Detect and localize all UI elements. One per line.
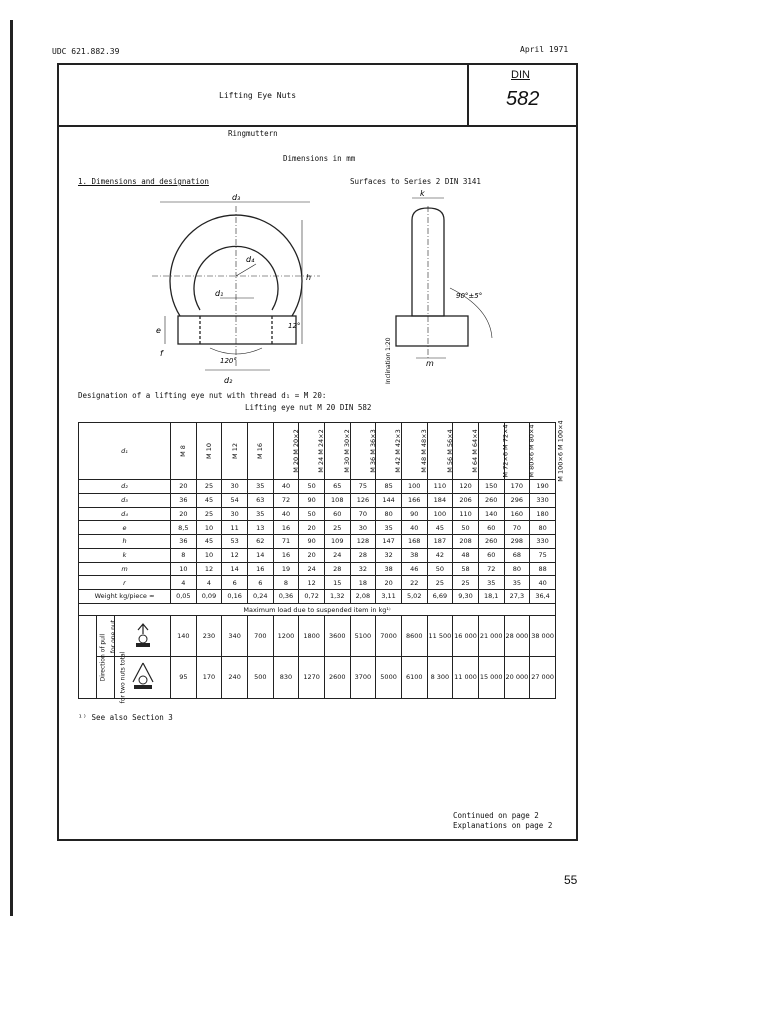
load-cell: 15 000 [478, 656, 504, 698]
table-cell: 14 [222, 562, 248, 576]
table-cell: 20 [171, 480, 197, 494]
size-header [171, 423, 197, 480]
table-cell: 40 [273, 480, 299, 494]
table-cell: 30 [350, 521, 376, 535]
label-k: k [420, 189, 425, 198]
size-label: M 64 M 64×4 [470, 429, 479, 473]
table-cell: 9,30 [453, 589, 479, 603]
din-label: DIN [511, 69, 530, 81]
table-cell: 0,16 [222, 589, 248, 603]
table-cell: 6 [222, 576, 248, 590]
table-cell: 30 [222, 507, 248, 521]
footnote: ¹⁾ See also Section 3 [78, 713, 173, 722]
load-cell: 5100 [350, 616, 376, 656]
table-cell: 35 [247, 507, 273, 521]
label-d1: d₁ [215, 289, 224, 298]
table-cell: 70 [350, 507, 376, 521]
table-cell: 16 [273, 521, 299, 535]
table-cell: 65 [324, 480, 350, 494]
table-cell: 72 [273, 493, 299, 507]
label-f: f [160, 349, 163, 358]
size-label: M 72×6 M 72×4 [501, 424, 510, 478]
table-cell: 25 [196, 480, 222, 494]
load-cell: 140 [171, 616, 197, 656]
table-cell: 3,11 [376, 589, 402, 603]
units-note: Dimensions in mm [283, 154, 356, 163]
table-cell: 58 [453, 562, 479, 576]
designation-example: Lifting eye nut M 20 DIN 582 [245, 403, 372, 412]
size-label: M 36 M 36×3 [368, 429, 377, 473]
row-label: h [79, 535, 171, 549]
table-cell: 80 [530, 521, 556, 535]
binder-edge [10, 20, 13, 916]
table-cell: 60 [478, 548, 504, 562]
table-row [79, 480, 556, 494]
load-cell: 700 [247, 616, 273, 656]
table-cell: 11 [222, 521, 248, 535]
table-cell: 206 [453, 493, 479, 507]
load-one-row [79, 616, 556, 656]
size-header [401, 423, 427, 480]
row-label: d₂ [79, 480, 171, 494]
table-cell: 54 [222, 493, 248, 507]
table-cell: 109 [324, 535, 350, 549]
table-cell: 90 [299, 493, 325, 507]
table-cell: 10 [196, 548, 222, 562]
size-label: M 30 M 30×2 [342, 429, 351, 473]
table-cell: 27,3 [504, 589, 530, 603]
table-cell: 90 [401, 507, 427, 521]
table-row [79, 507, 556, 521]
table-row [79, 521, 556, 535]
table-cell: 100 [401, 480, 427, 494]
size-label: M 100×6 M 100×4 [556, 420, 565, 482]
load-cell: 3600 [324, 616, 350, 656]
load-cell: 95 [171, 656, 197, 698]
size-label: M 10 [204, 443, 213, 460]
table-cell: 30 [222, 480, 248, 494]
load-cell: 3700 [350, 656, 376, 698]
load-cell: 5000 [376, 656, 402, 698]
table-cell: 40 [530, 576, 556, 590]
table-cell: 330 [530, 535, 556, 549]
table-cell: 12 [196, 562, 222, 576]
table-cell: 0,36 [273, 589, 299, 603]
load-cell: 500 [247, 656, 273, 698]
label-angle-90: 90°±5° [456, 292, 483, 300]
table-cell: 18,1 [478, 589, 504, 603]
table-cell: 32 [376, 548, 402, 562]
table-cell: 260 [478, 493, 504, 507]
title-block [59, 65, 576, 127]
table-cell: 5,02 [401, 589, 427, 603]
table-cell: 36,4 [530, 589, 556, 603]
table-cell: 88 [530, 562, 556, 576]
table-cell: 40 [273, 507, 299, 521]
table-cell: 71 [273, 535, 299, 549]
table-cell: 50 [453, 521, 479, 535]
load-cell: 6100 [401, 656, 427, 698]
table-cell: 108 [324, 493, 350, 507]
table-row [79, 589, 556, 603]
table-cell: 35 [247, 480, 273, 494]
label-d3: d₃ [232, 193, 241, 202]
front-view-drawing [120, 188, 330, 388]
table-cell: 63 [247, 493, 273, 507]
table-cell: 42 [427, 548, 453, 562]
load-cell: 8600 [401, 616, 427, 656]
size-header [350, 423, 376, 480]
table-cell: 120 [453, 480, 479, 494]
side-view-drawing [380, 188, 500, 388]
direction-label [79, 616, 107, 699]
table-cell: 35 [376, 521, 402, 535]
label-d4: d₄ [246, 255, 255, 264]
table-cell: 140 [478, 507, 504, 521]
table-cell: 296 [504, 493, 530, 507]
load-cell: 11 000 [453, 656, 479, 698]
table-cell: 50 [299, 507, 325, 521]
issue-date: April 1971 [520, 45, 569, 54]
pull-one-icon [115, 616, 171, 656]
table-cell: 110 [427, 480, 453, 494]
explanations-note: Explanations on page 2 [453, 821, 553, 830]
collar-side [396, 316, 468, 346]
udc-number: UDC 621.882.39 [52, 47, 120, 56]
table-cell: 14 [247, 548, 273, 562]
row-label: d₄ [79, 507, 171, 521]
load-cell: 230 [196, 616, 222, 656]
table-cell: 45 [196, 535, 222, 549]
table-row [79, 562, 556, 576]
table-cell: 50 [299, 480, 325, 494]
table-cell: 75 [350, 480, 376, 494]
row-label: d₃ [79, 493, 171, 507]
table-cell: 6 [247, 576, 273, 590]
label-d2: d₂ [224, 376, 233, 385]
table-cell: 20 [299, 521, 325, 535]
table-cell: 25 [453, 576, 479, 590]
table-cell: 12 [299, 576, 325, 590]
table-cell: 75 [530, 548, 556, 562]
size-label: M 42 M 42×3 [394, 429, 403, 473]
table-cell: 68 [504, 548, 530, 562]
table-cell: 62 [247, 535, 273, 549]
table-row [79, 548, 556, 562]
size-header [299, 423, 325, 480]
table-cell: 20 [376, 576, 402, 590]
nut-collar [178, 316, 296, 344]
size-header [222, 423, 248, 480]
load-cell: 21 000 [478, 616, 504, 656]
one-nut-text: for one nut [110, 619, 118, 654]
table-row [79, 493, 556, 507]
table-cell: 8 [171, 548, 197, 562]
table-cell: 60 [324, 507, 350, 521]
table-cell: 25 [196, 507, 222, 521]
table-cell: 187 [427, 535, 453, 549]
table-cell: 85 [376, 480, 402, 494]
designation-line: Designation of a lifting eye nut with thread d₁ = M 20: [78, 391, 327, 400]
table-cell: 260 [478, 535, 504, 549]
german-title: Ringmuttern [228, 129, 278, 138]
table-cell: 40 [401, 521, 427, 535]
standard-number: 582 [506, 88, 540, 110]
angled-pull-icon [128, 660, 158, 692]
load-cell: 20 000 [504, 656, 530, 698]
load-cell: 28 000 [504, 616, 530, 656]
size-label: M 16 [256, 443, 265, 460]
table-cell: 72 [478, 562, 504, 576]
table-cell: 100 [427, 507, 453, 521]
table-cell: 25 [427, 576, 453, 590]
table-cell: 18 [350, 576, 376, 590]
load-cell: 11 500 [427, 616, 453, 656]
table-cell: 48 [453, 548, 479, 562]
max-load-header-row [79, 603, 556, 616]
size-label: M 80×6 M 80×4 [527, 424, 536, 478]
table-cell: 170 [504, 480, 530, 494]
row-label: e [79, 521, 171, 535]
table-cell: 90 [299, 535, 325, 549]
table-cell: 16 [247, 562, 273, 576]
table-cell: 28 [324, 562, 350, 576]
table-cell: 4 [196, 576, 222, 590]
document-title: Lifting Eye Nuts [219, 91, 297, 100]
continued-note: Continued on page 2 [453, 811, 539, 820]
size-label: M 8 [179, 445, 188, 457]
table-cell: 38 [401, 548, 427, 562]
table-cell: 2,08 [350, 589, 376, 603]
table-cell: 0,72 [299, 589, 325, 603]
size-header [324, 423, 350, 480]
table-cell: 208 [453, 535, 479, 549]
load-cell: 1270 [299, 656, 325, 698]
title-cell [59, 65, 469, 125]
surfaces-note: Surfaces to Series 2 DIN 3141 [350, 177, 481, 186]
row-label: r [79, 576, 171, 590]
table-cell: 1,32 [324, 589, 350, 603]
table-cell: 128 [350, 535, 376, 549]
table-cell: 15 [324, 576, 350, 590]
table-cell: 36 [171, 493, 197, 507]
row-label: m [79, 562, 171, 576]
table-cell: 126 [350, 493, 376, 507]
table-cell: 46 [401, 562, 427, 576]
size-label: M 12 [230, 443, 239, 460]
table-cell: 35 [504, 576, 530, 590]
table-cell: 6,69 [427, 589, 453, 603]
label-angle-120: 120° [220, 357, 237, 365]
table-cell: 50 [427, 562, 453, 576]
max-load-header: Maximum load due to suspended item in kg¹⁾ [79, 603, 556, 616]
load-cell: 27 000 [530, 656, 556, 698]
table-cell: 24 [324, 548, 350, 562]
page-number: 55 [564, 873, 578, 887]
label-h: h [306, 273, 312, 282]
table-cell: 110 [453, 507, 479, 521]
size-label: M 56 M 56×4 [445, 429, 454, 473]
row-label: Weight kg/piece ≈ [79, 589, 171, 603]
two-nuts-text: for two nuts total [119, 651, 127, 704]
table-cell: 190 [530, 480, 556, 494]
label-e: e [156, 326, 161, 335]
header-d1: d₁ [79, 423, 171, 480]
table-cell: 298 [504, 535, 530, 549]
table-cell: 8 [273, 576, 299, 590]
table-cell: 160 [504, 507, 530, 521]
table-cell: 25 [324, 521, 350, 535]
load-cell: 2600 [324, 656, 350, 698]
table-cell: 0,24 [247, 589, 273, 603]
table-cell: 16 [273, 548, 299, 562]
size-label: M 24 M 24×2 [317, 429, 326, 473]
table-cell: 70 [504, 521, 530, 535]
table-cell: 60 [478, 521, 504, 535]
table-cell: 13 [247, 521, 273, 535]
table-cell: 32 [350, 562, 376, 576]
table-cell: 168 [401, 535, 427, 549]
table-cell: 20 [171, 507, 197, 521]
table-cell: 45 [427, 521, 453, 535]
table-cell: 80 [504, 562, 530, 576]
dimensions-table [78, 420, 565, 704]
table-cell: 35 [478, 576, 504, 590]
table-cell: 28 [350, 548, 376, 562]
load-cell: 38 000 [530, 616, 556, 656]
table-cell: 38 [376, 562, 402, 576]
load-cell: 1800 [299, 616, 325, 656]
table-cell: 0,09 [196, 589, 222, 603]
table-cell: 10 [171, 562, 197, 576]
size-label: M 48 M 48×3 [419, 429, 428, 473]
size-label: M 20 M 20×2 [291, 429, 300, 473]
table-cell: 0,05 [171, 589, 197, 603]
table-cell: 12 [222, 548, 248, 562]
table-cell: 144 [376, 493, 402, 507]
table-cell: 19 [273, 562, 299, 576]
section-heading: 1. Dimensions and designation [78, 177, 209, 186]
load-cell: 8 300 [427, 656, 453, 698]
table-cell: 330 [530, 493, 556, 507]
load-cell: 16 000 [453, 616, 479, 656]
table-cell: 20 [299, 548, 325, 562]
label-angle-12: 12° [288, 322, 301, 330]
size-header [427, 423, 453, 480]
label-m: m [426, 359, 434, 368]
load-two-row [79, 656, 556, 698]
vertical-pull-icon [128, 620, 158, 650]
table-cell: 24 [299, 562, 325, 576]
table-cell: 150 [478, 480, 504, 494]
load-cell: 7000 [376, 616, 402, 656]
table-cell: 45 [196, 493, 222, 507]
size-header [273, 423, 299, 480]
table-cell: 180 [530, 507, 556, 521]
table-cell: 147 [376, 535, 402, 549]
table-cell: 8,5 [171, 521, 197, 535]
direction-text: Direction of pull [99, 633, 107, 682]
size-header [376, 423, 402, 480]
table-cell: 4 [171, 576, 197, 590]
table-cell: 53 [222, 535, 248, 549]
table-cell: 184 [427, 493, 453, 507]
table-cell: 80 [376, 507, 402, 521]
load-cell: 170 [196, 656, 222, 698]
size-header [453, 423, 479, 480]
load-cell: 1200 [273, 616, 299, 656]
table-cell: 166 [401, 493, 427, 507]
size-header [478, 423, 510, 480]
table-cell: 36 [171, 535, 197, 549]
table-cell: 22 [401, 576, 427, 590]
load-cell: 340 [222, 616, 248, 656]
label-inclination: Inclination 1:20 [385, 337, 392, 384]
size-header [247, 423, 273, 480]
table-header-row [79, 423, 556, 480]
size-header [196, 423, 222, 480]
table-row [79, 535, 556, 549]
row-label: k [79, 548, 171, 562]
table-row [79, 576, 556, 590]
load-cell: 830 [273, 656, 299, 698]
load-cell: 240 [222, 656, 248, 698]
table-cell: 10 [196, 521, 222, 535]
